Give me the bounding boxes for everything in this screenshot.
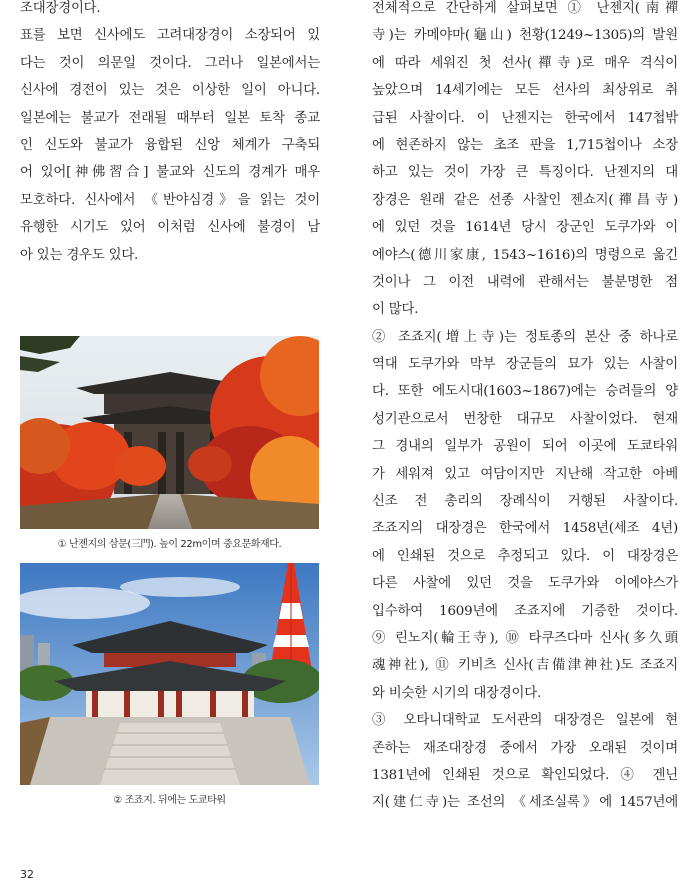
text-line: 그 경내의 일부가 공원이 되어 이곳에 도쿄타워 bbox=[372, 439, 678, 455]
text-line: 유행한 시기도 있어 이처럼 신사에 불경이 남 bbox=[20, 220, 320, 236]
text-line: 에 따라 세워진 첫 선사(禪寺)로 매우 격식이 bbox=[372, 55, 678, 71]
text-line: 에 인쇄된 것으로 추정되고 있다. 이 대장경은 bbox=[372, 548, 678, 564]
text-line: 입수하여 1609년에 조죠지에 기증한 것이다. bbox=[372, 603, 678, 619]
text-line: 寺)는 카메야마(龜山) 천황(1249~1305)의 발원 bbox=[372, 28, 678, 44]
text-line: 전체적으로 간단하게 살펴보면 ① 난젠지(南禪 bbox=[372, 1, 678, 16]
text-line: 다른 사찰에 있던 것을 도쿠가와 이에야스가 bbox=[372, 576, 678, 592]
text-line: 역대 도쿠가와 막부 장군들의 묘가 있는 사찰이 bbox=[372, 357, 678, 373]
text-line: 모호하다. 신사에서 《반야심경》을 읽는 것이 bbox=[20, 192, 320, 208]
text-line: 신조 전 총리의 장례식이 거행된 사찰이다. bbox=[372, 494, 678, 510]
text-line: 조대장경이다. bbox=[20, 1, 101, 16]
text-line: ⑨ 린노지(輪王寺), ⑩ 타쿠즈다마 신사(多久頭 bbox=[372, 630, 678, 646]
text-line: 존하는 재조대장경 중에서 가장 오래된 것이며 bbox=[372, 740, 678, 756]
text-line: 1381년에 인쇄된 것으로 확인되었다. ④ 겐닌 bbox=[372, 767, 678, 783]
text-line: 성기관으로서 번창한 대규모 사찰이었다. 현재 bbox=[372, 411, 678, 427]
figure-nanzenji bbox=[20, 336, 319, 551]
text-line: 에 있던 것을 1614년 당시 장군인 도쿠가와 이 bbox=[372, 220, 678, 236]
text-line: ③ 오타니대학교 도서관의 대장경은 일본에 현 bbox=[372, 713, 678, 729]
zojoji-tokyo-tower-illustration bbox=[20, 563, 319, 785]
left-text-column bbox=[20, 0, 320, 269]
text-line: 지(建仁寺)는 조선의 《세조실록》에 1457년에 bbox=[372, 795, 678, 811]
text-line: 에 현존하지 않는 초조 판을 1,715첩이나 소장 bbox=[372, 137, 678, 153]
text-line: 일본에는 불교가 전래될 때부터 일본 토착 종교 bbox=[20, 110, 320, 126]
text-line: 다는 것이 의문일 것이다. 그러나 일본에서는 bbox=[20, 55, 320, 71]
page-number: 32 bbox=[20, 868, 34, 881]
text-line: 신사에 경전이 있는 것은 이상한 일이 아니다. bbox=[20, 83, 320, 99]
text-line: 魂神社), ⑪ 키비츠 신사(吉備津神社)도 조죠지 bbox=[372, 658, 678, 674]
text-line: 장경은 원래 같은 선종 사찰인 젠쇼지(禪昌寺) bbox=[372, 192, 678, 208]
figure-caption: ② 조죠지. 뒤에는 도쿄타워 bbox=[113, 795, 226, 806]
text-line: 인 신도와 불교가 융합된 신앙 체계가 구축되 bbox=[20, 137, 320, 153]
figure-caption: ① 난젠지의 삼문(三門). 높이 22m이며 중요문화재다. bbox=[57, 539, 282, 550]
right-text-column bbox=[372, 0, 678, 817]
nanzenji-gate-illustration bbox=[20, 336, 319, 529]
text-line: 높았으며 14세기에는 모든 선사의 최상위로 취 bbox=[372, 83, 678, 99]
text-line: 어 있어[神佛習合] 불교와 신도의 경계가 매우 bbox=[20, 165, 320, 181]
text-line: 에야스(德川家康, 1543~1616)의 명령으로 옮긴 bbox=[372, 247, 678, 263]
text-line: 조죠지의 대장경은 한국에서 1458년(세조 4년) bbox=[372, 521, 678, 537]
nanzenji-photo bbox=[20, 336, 319, 529]
zojoji-photo bbox=[20, 563, 319, 785]
text-line: 아 있는 경우도 있다. bbox=[20, 247, 139, 263]
text-line: 다. 또한 에도시대(1603~1867)에는 승려들의 양 bbox=[372, 384, 678, 400]
text-line: ② 조죠지(增上寺)는 정토종의 본산 중 하나로 bbox=[372, 329, 678, 345]
text-line: 하고 있는 것이 가장 큰 특징이다. 난젠지의 대 bbox=[372, 165, 678, 181]
text-line: 이 많다. bbox=[372, 302, 419, 318]
text-line: 가 세워져 있고 여담이지만 지난해 작고한 아베 bbox=[372, 466, 678, 482]
text-line: 표를 보면 신사에도 고려대장경이 소장되어 있 bbox=[20, 28, 320, 44]
figure-zojoji bbox=[20, 563, 319, 808]
text-line: 와 비슷한 시기의 대장경이다. bbox=[372, 685, 542, 701]
text-line: 것이나 그 이전 내력에 관해서는 불분명한 점 bbox=[372, 274, 678, 290]
text-line: 급된 사찰이다. 이 난젠지는 한국에서 147첩밖 bbox=[372, 110, 678, 126]
